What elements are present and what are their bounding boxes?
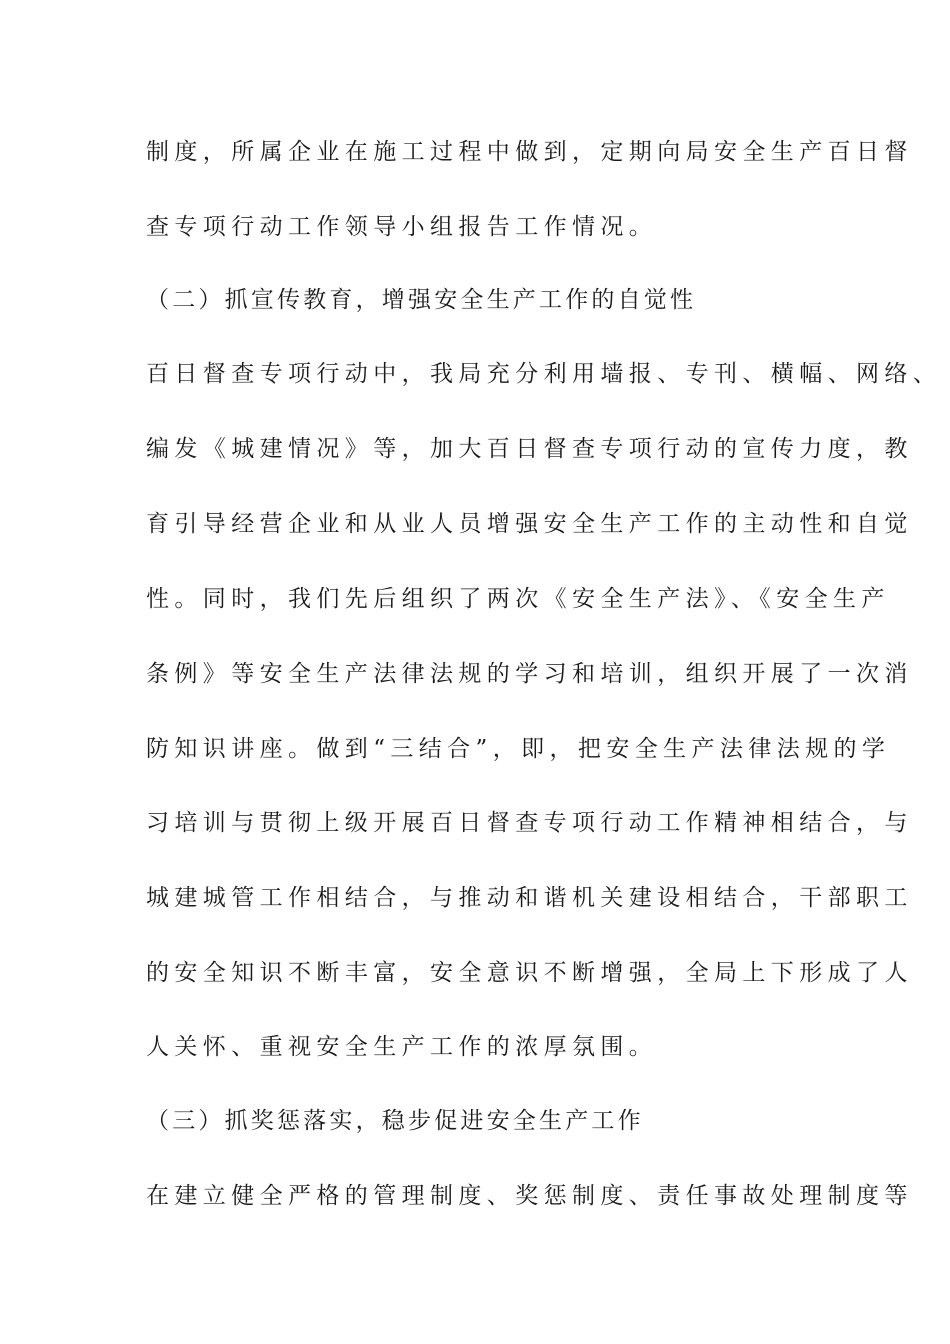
- body-text-line: 的安全知识不断丰富，安全意识不断增强，全局上下形成了人: [146, 960, 913, 986]
- body-text-line: 习培训与贯彻上级开展百日督查专项行动工作精神相结合，与: [146, 810, 913, 836]
- body-text-line: 性。同时，我们先后组织了两次《安全生产法》、《安全生产: [146, 586, 890, 612]
- section-heading: （三）抓奖惩落实，稳步促进安全生产工作: [146, 1108, 644, 1134]
- body-text-line: 人关怀、重视安全生产工作的浓厚氛围。: [146, 1034, 658, 1060]
- body-text-line: 查专项行动工作领导小组报告工作情况。: [146, 214, 658, 240]
- body-text-line: 条例》等安全生产法律法规的学习和培训，组织开展了一次消: [146, 661, 913, 687]
- body-text-line: 编发《城建情况》等，加大百日督查专项行动的宣传力度，教: [146, 436, 913, 462]
- body-text-line: 在建立健全严格的管理制度、奖惩制度、责任事故处理制度等: [146, 1183, 913, 1209]
- section-heading: （二）抓宣传教育，增强安全生产工作的自觉性: [146, 287, 697, 313]
- body-text-line: 百日督查专项行动中，我局充分利用墙报、专刊、横幅、网络、: [146, 361, 942, 387]
- body-text-line: 防知识讲座。做到“三结合”，即，把安全生产法律法规的学: [146, 736, 891, 762]
- body-text-line: 制度，所属企业在施工过程中做到，定期向局安全生产百日督: [146, 139, 913, 165]
- body-text-line: 育引导经营企业和从业人员增强安全生产工作的主动性和自觉: [146, 511, 913, 537]
- body-text-line: 城建城管工作相结合，与推动和谐机关建设相结合，干部职工: [146, 885, 913, 911]
